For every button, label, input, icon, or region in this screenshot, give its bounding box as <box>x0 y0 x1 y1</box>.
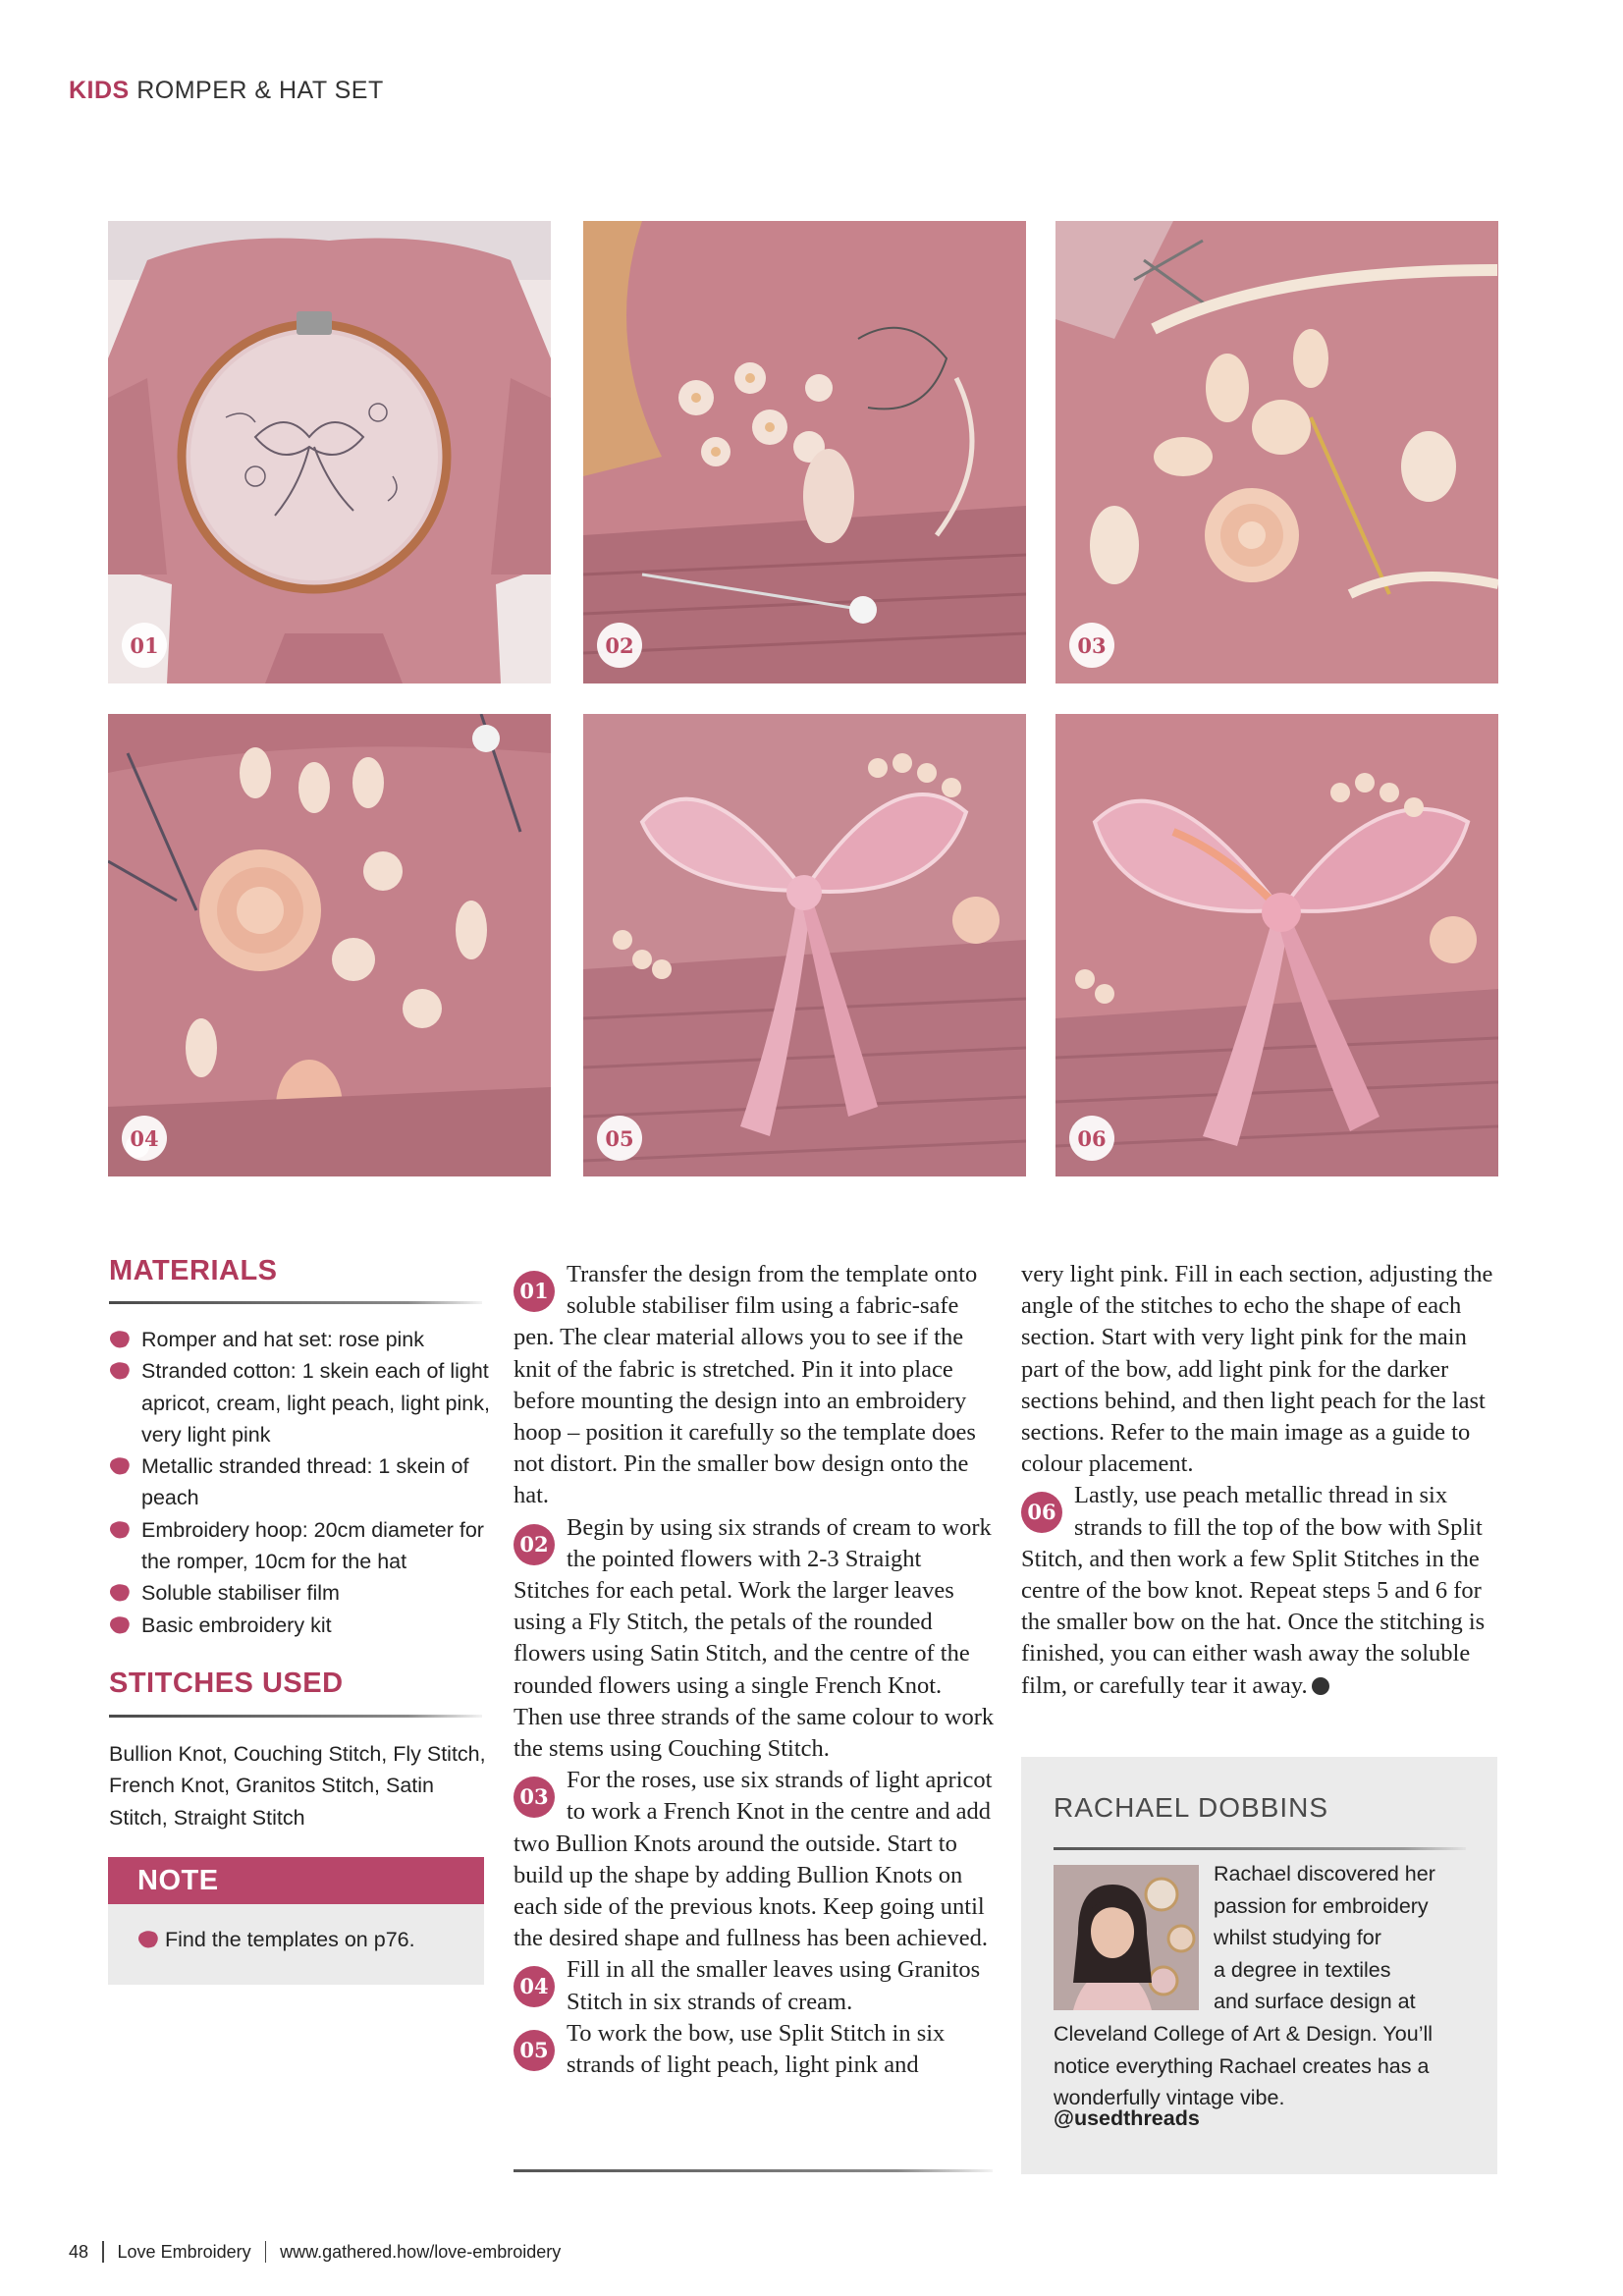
step-badge: 01 <box>122 623 167 668</box>
author-handle: @usedthreads <box>1054 2106 1200 2130</box>
list-item: Basic embroidery kit <box>109 1610 492 1641</box>
note-box <box>108 1857 484 1985</box>
step-number: 04 <box>514 1966 555 2007</box>
bullet-icon <box>109 1520 133 1540</box>
step-01: 01 Transfer the design from the template onto soluble stabiliser film using a fabric-safe pen. The clear material allows you to see if the knit of the fabric is stretched. Pin it into place before mounting the design into an embroidery hoop – position it carefully so the template does not distort. Pin the smaller bow design onto the hat. <box>514 1261 978 1509</box>
magazine-url[interactable]: www.gathered.how/love-embroidery <box>280 2241 562 2262</box>
bullion-rose-image <box>1055 221 1498 683</box>
stitches-heading: STITCHES USED <box>109 1667 344 1699</box>
step-photo-02 <box>583 221 1026 683</box>
bullet-icon <box>109 1615 133 1635</box>
step-badge: 05 <box>597 1116 642 1161</box>
step-04: 04 Fill in all the smaller leaves using Granitos Stitch in six strands of cream. <box>514 1954 995 2017</box>
materials-list <box>109 1324 492 1641</box>
step-photo-05 <box>583 714 1026 1176</box>
bullet-icon <box>109 1456 133 1476</box>
step-number: 03 <box>514 1777 555 1818</box>
footer-separator <box>265 2241 267 2263</box>
step-badge: 03 <box>1069 623 1114 668</box>
step-badge: 04 <box>122 1116 167 1161</box>
column-divider <box>514 2169 993 2172</box>
header-category: KIDS <box>69 77 130 104</box>
note-text: Find the templates on p76. <box>137 1928 415 1952</box>
note-heading: NOTE <box>108 1857 484 1904</box>
author-bio: Rachael discovered her passion for embroidery whilst studying for a degree in textiles and surface design at Cleveland College of Art & Design. You’ll notice everything Rachael creates has a wonderfully vintage vibe. <box>1054 1862 1435 2110</box>
romper-hoop-image <box>108 221 551 683</box>
section-header <box>69 77 384 105</box>
materials-divider <box>109 1301 482 1304</box>
stitches-divider <box>109 1715 482 1718</box>
step-number: 05 <box>514 2030 555 2071</box>
author-name: RACHAEL DOBBINS <box>1054 1792 1329 1823</box>
header-title: ROMPER & HAT SET <box>136 77 384 104</box>
step-badge: 06 <box>1069 1116 1114 1161</box>
stitches-text: Bullion Knot, Couching Stitch, Fly Stitch, French Knot, Granitos Stitch, Satin Stitch, Straight Stitch <box>109 1742 486 1830</box>
bullet-icon <box>109 1583 133 1603</box>
step-photo-01 <box>108 221 551 683</box>
bow-outline-image <box>583 714 1026 1176</box>
finished-bow-image <box>1055 714 1498 1176</box>
list-item: Embroidery hoop: 20cm diameter for the romper, 10cm for the hat <box>109 1514 492 1578</box>
author-divider <box>1054 1847 1466 1850</box>
step-06: 06 Lastly, use peach metallic thread in six strands to fill the top of the bow with Split Stitch, and then work a few Split Stitches in the centre of the bow knot. Repeat steps 5 and 6 for the smaller bow on the hat. Once the stitching is finished, you can either wash away the soluble film, or carefully tear it away. <box>1021 1482 1486 1699</box>
step-photo-04 <box>108 714 551 1176</box>
step-02: 02 Begin by using six strands of cream to work the pointed flowers with 2-3 Straight Stitches for each petal. Work the larger leaves using a Fly Stitch, the petals of the rounded flowers using Satin Stitch, and the centre of the rounded flowers using a single French Knot. Then use three strands of the same colour to work the stems using Couching Stitch. <box>514 1513 995 1763</box>
step-05-continued: very light pink. Fill in each section, adjusting the angle of the stitches to echo the shape of each section. Start with very light pink for the main part of the bow, add light pink for the darker sections behind, and then light peach for the last sections. Refer to the main image as a guide to colour placement. <box>1021 1261 1493 1478</box>
roses-leaves-image <box>108 714 551 1176</box>
list-item: Romper and hat set: rose pink <box>109 1324 492 1355</box>
pointed-flowers-image <box>583 221 1026 683</box>
instructions-column-2 <box>1021 1259 1502 1702</box>
step-number: 02 <box>514 1524 555 1565</box>
page-number: 48 <box>69 2241 89 2262</box>
list-item: Metallic stranded thread: 1 skein of peach <box>109 1450 492 1514</box>
step-number: 06 <box>1021 1492 1062 1533</box>
instructions-column-1 <box>514 1259 995 2081</box>
step-05: 05 To work the bow, use Split Stitch in six strands of light peach, light pink and <box>514 2018 995 2081</box>
list-item: Stranded cotton: 1 skein each of light apricot, cream, light peach, light pink, very light pink <box>109 1355 492 1450</box>
step-03: 03 For the roses, use six strands of light apricot to work a French Knot in the centre and add two Bullion Knots around the outside. Start to build up the shape by adding Bullion Knots on each side of the previous knots. Keep going until the desired shape and fullness has been achieved. <box>514 1767 993 1952</box>
end-mark-icon <box>1312 1677 1329 1695</box>
step-photo-03 <box>1055 221 1498 683</box>
bullet-icon <box>137 1930 161 1949</box>
list-item: Soluble stabiliser film <box>109 1577 492 1609</box>
step-badge: 02 <box>597 623 642 668</box>
step-number: 01 <box>514 1271 555 1312</box>
magazine-name: Love Embroidery <box>117 2241 251 2262</box>
materials-heading: MATERIALS <box>109 1255 278 1286</box>
bullet-icon <box>109 1361 133 1381</box>
author-box <box>1021 1757 1497 2174</box>
page-footer <box>69 2241 561 2263</box>
step-photo-06 <box>1055 714 1498 1176</box>
footer-separator <box>102 2241 104 2263</box>
bullet-icon <box>109 1330 133 1349</box>
